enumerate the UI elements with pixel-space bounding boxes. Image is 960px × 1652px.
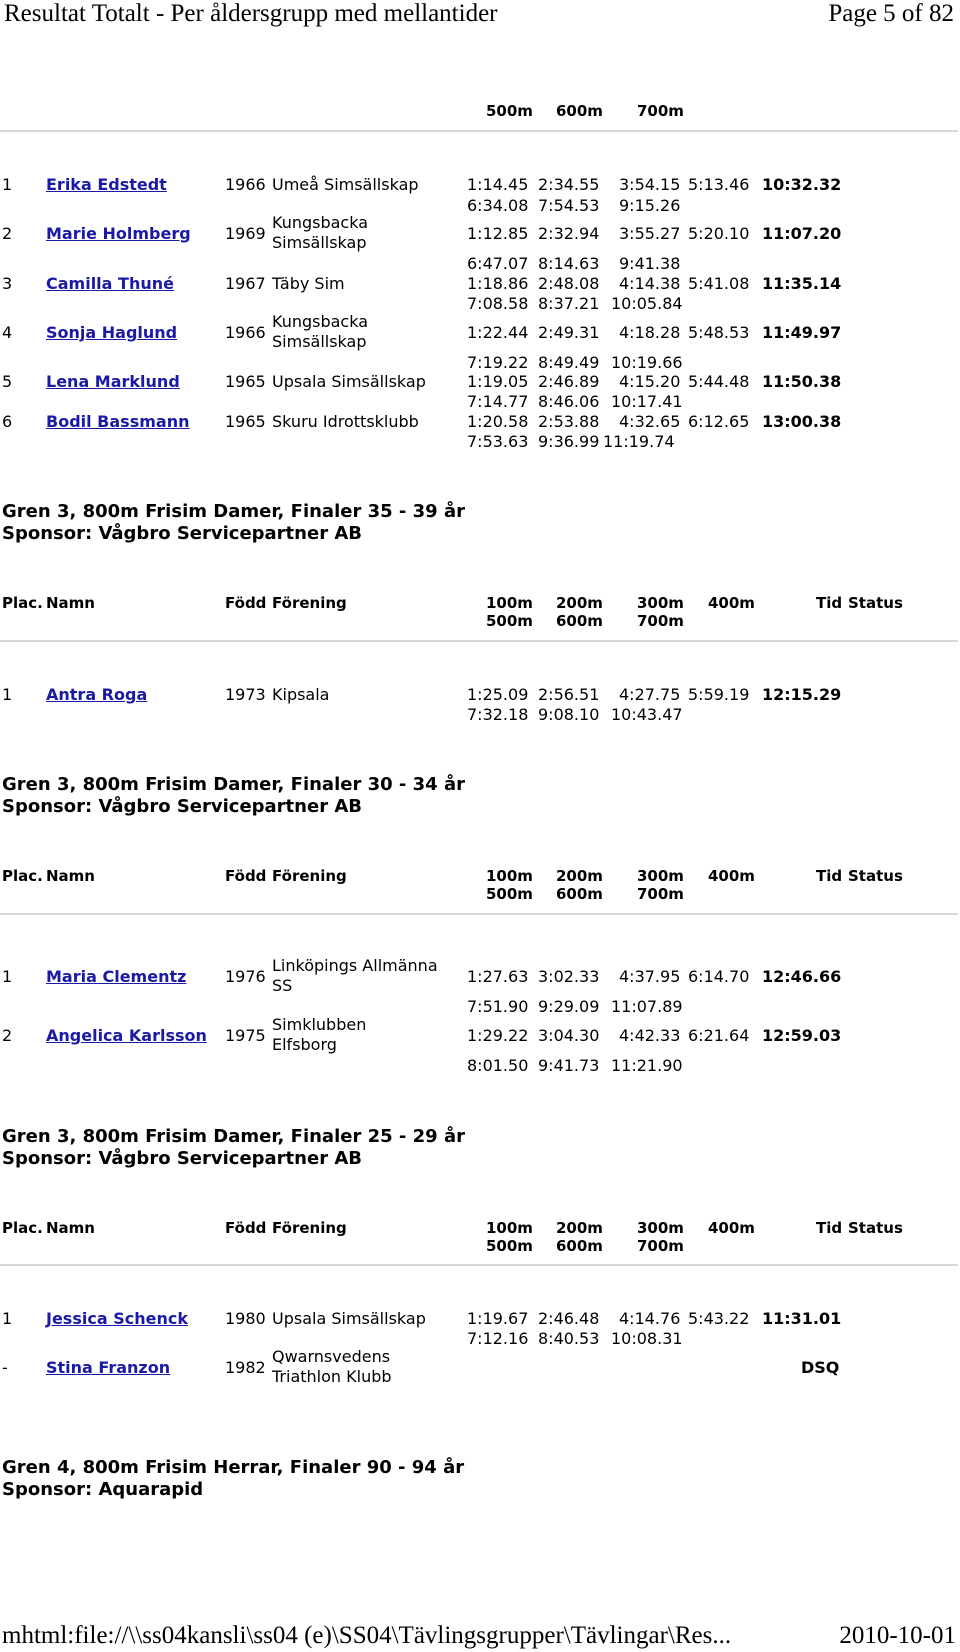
split-100m: 1:19.67 (467, 1309, 529, 1328)
swimmer-link[interactable]: Stina Franzon (46, 1358, 171, 1377)
place: 1 (2, 175, 13, 194)
split-600m: 9:08.10 (538, 705, 600, 724)
event-sponsor: Sponsor: Vågbro Servicepartner AB (2, 796, 362, 817)
split-300m: 4:14.38 (619, 274, 681, 293)
club: Täby Sim (272, 274, 345, 293)
swimmer-link[interactable]: Lena Marklund (46, 372, 180, 391)
place: 5 (2, 372, 13, 391)
event-title: Gren 4, 800m Frisim Herrar, Finaler 90 - 94 år (2, 1457, 465, 1478)
swimmer-link[interactable]: Camilla Thuné (46, 274, 174, 293)
col-500m: 500m (486, 1237, 533, 1255)
split-200m: 3:04.30 (538, 1026, 600, 1045)
birth-year: 1967 (225, 274, 266, 293)
place: 1 (2, 1309, 13, 1328)
split-600m: 8:14.63 (538, 254, 600, 273)
col-status: Status (848, 1219, 903, 1237)
total-time: 11:50.38 (762, 372, 842, 391)
col-plac: Plac. (2, 594, 43, 612)
col-600m: 600m (556, 612, 603, 630)
col-tid: Tid (816, 1219, 843, 1237)
split-400m: 6:21.64 (688, 1026, 750, 1045)
col-400m: 400m (708, 594, 755, 612)
split-300m: 4:42.33 (619, 1026, 681, 1045)
split-700m: 10:05.84 (611, 294, 683, 313)
print-date: 2010-10-01 (839, 1622, 956, 1649)
birth-year: 1973 (225, 685, 266, 704)
col-600m: 600m (556, 1237, 603, 1255)
col-namn: Namn (46, 594, 95, 612)
club: Skuru Idrottsklubb (272, 412, 419, 431)
total-time: 11:07.20 (762, 224, 842, 243)
club: Kungsbacka Simsällskap (272, 312, 369, 351)
col-500m: 500m (486, 102, 533, 120)
col-100m: 100m (486, 594, 533, 612)
header-divider (0, 1264, 958, 1266)
birth-year: 1969 (225, 224, 266, 243)
col-namn: Namn (46, 1219, 95, 1237)
birth-year: 1982 (225, 1358, 266, 1377)
split-100m: 1:12.85 (467, 224, 529, 243)
source-url: mhtml:file://\\ss04kansli\ss04 (e)\SS04\Tävlingsgrupper\Tävlingar\Res... (2, 1622, 732, 1649)
split-700m: 10:19.66 (611, 353, 683, 372)
split-400m: 5:41.08 (688, 274, 750, 293)
col-namn: Namn (46, 867, 95, 885)
header-divider (0, 640, 958, 642)
split-200m: 2:46.48 (538, 1309, 600, 1328)
split-500m: 7:19.22 (467, 353, 529, 372)
birth-year: 1966 (225, 175, 266, 194)
event-title: Gren 3, 800m Frisim Damer, Finaler 35 - 39 år (2, 501, 465, 522)
swimmer-link[interactable]: Erika Edstedt (46, 175, 167, 194)
split-400m: 5:48.53 (688, 323, 750, 342)
col-500m: 500m (486, 612, 533, 630)
split-300m: 3:54.15 (619, 175, 681, 194)
split-600m: 8:40.53 (538, 1329, 600, 1348)
split-400m: 6:12.65 (688, 412, 750, 431)
split-500m: 6:34.08 (467, 196, 529, 215)
total-time: 11:49.97 (762, 323, 842, 342)
swimmer-link[interactable]: Jessica Schenck (46, 1309, 188, 1328)
split-500m: 7:08.58 (467, 294, 529, 313)
club: Qwarnsvedens Triathlon Klubb (272, 1347, 392, 1386)
split-600m: 8:49.49 (538, 353, 600, 372)
col-200m: 200m (556, 594, 603, 612)
place: 3 (2, 274, 13, 293)
col-600m: 600m (556, 885, 603, 903)
split-700m: 10:08.31 (611, 1329, 683, 1348)
header-divider (0, 130, 958, 132)
swimmer-link[interactable]: Angelica Karlsson (46, 1026, 207, 1045)
club: Simklubben Elfsborg (272, 1015, 367, 1054)
split-700m: 10:43.47 (611, 705, 683, 724)
split-600m: 9:29.09 (538, 997, 600, 1016)
split-700m: 11:21.90 (611, 1056, 683, 1075)
col-forening: Förening (272, 867, 347, 885)
split-200m: 2:53.88 (538, 412, 600, 431)
split-500m: 7:32.18 (467, 705, 529, 724)
col-plac: Plac. (2, 867, 43, 885)
total-time: 12:46.66 (762, 967, 842, 986)
total-time: 13:00.38 (762, 412, 842, 431)
split-100m: 1:18.86 (467, 274, 529, 293)
split-300m: 4:27.75 (619, 685, 681, 704)
col-400m: 400m (708, 867, 755, 885)
split-500m: 7:53.63 (467, 432, 529, 451)
split-600m: 9:36.99 (538, 432, 600, 451)
col-400m: 400m (708, 1219, 755, 1237)
birth-year: 1980 (225, 1309, 266, 1328)
split-600m: 8:37.21 (538, 294, 600, 313)
event-sponsor: Sponsor: Vågbro Servicepartner AB (2, 1148, 362, 1169)
split-100m: 1:20.58 (467, 412, 529, 431)
club: Upsala Simsällskap (272, 1309, 426, 1328)
total-time: 11:31.01 (762, 1309, 842, 1328)
split-700m: 11:07.89 (611, 997, 683, 1016)
status: DSQ (801, 1358, 840, 1377)
event-sponsor: Sponsor: Aquarapid (2, 1479, 204, 1500)
col-100m: 100m (486, 1219, 533, 1237)
col-status: Status (848, 594, 903, 612)
col-700m: 700m (637, 102, 684, 120)
col-500m: 500m (486, 885, 533, 903)
split-500m: 8:01.50 (467, 1056, 529, 1075)
col-fodd: Född (225, 867, 267, 885)
col-plac: Plac. (2, 1219, 43, 1237)
place: 2 (2, 1026, 13, 1045)
place: 2 (2, 224, 13, 243)
event-sponsor: Sponsor: Vågbro Servicepartner AB (2, 523, 362, 544)
place: 1 (2, 685, 13, 704)
col-tid: Tid (816, 867, 843, 885)
split-600m: 7:54.53 (538, 196, 600, 215)
split-200m: 3:02.33 (538, 967, 600, 986)
split-100m: 1:14.45 (467, 175, 529, 194)
birth-year: 1966 (225, 323, 266, 342)
split-200m: 2:56.51 (538, 685, 600, 704)
col-300m: 300m (637, 1219, 684, 1237)
split-500m: 7:51.90 (467, 997, 529, 1016)
total-time: 11:35.14 (762, 274, 842, 293)
split-100m: 1:22.44 (467, 323, 529, 342)
col-forening: Förening (272, 594, 347, 612)
split-700m: 11:19.74 (603, 432, 675, 451)
col-200m: 200m (556, 1219, 603, 1237)
document-title: Resultat Totalt - Per åldersgrupp med mellantider (4, 0, 498, 27)
split-300m: 4:18.28 (619, 323, 681, 342)
split-400m: 5:43.22 (688, 1309, 750, 1328)
birth-year: 1975 (225, 1026, 266, 1045)
col-700m: 700m (637, 612, 684, 630)
split-100m: 1:29.22 (467, 1026, 529, 1045)
col-300m: 300m (637, 867, 684, 885)
split-700m: 10:17.41 (611, 392, 683, 411)
club: Kipsala (272, 685, 330, 704)
split-400m: 5:59.19 (688, 685, 750, 704)
split-500m: 7:12.16 (467, 1329, 529, 1348)
col-300m: 300m (637, 594, 684, 612)
split-400m: 6:14.70 (688, 967, 750, 986)
split-300m: 4:32.65 (619, 412, 681, 431)
print-footer (0, 1622, 960, 1650)
place: 4 (2, 323, 13, 342)
split-100m: 1:19.05 (467, 372, 529, 391)
swimmer-link[interactable]: Maria Clementz (46, 967, 187, 986)
col-700m: 700m (637, 885, 684, 903)
place: - (2, 1358, 8, 1377)
swimmer-link[interactable]: Antra Roga (46, 685, 148, 704)
page-number: Page 5 of 82 (828, 0, 954, 27)
split-400m: 5:13.46 (688, 175, 750, 194)
split-400m: 5:20.10 (688, 224, 750, 243)
split-600m: 9:41.73 (538, 1056, 600, 1075)
header-divider (0, 913, 958, 915)
swimmer-link[interactable]: Marie Holmberg (46, 224, 191, 243)
event-title: Gren 3, 800m Frisim Damer, Finaler 30 - 34 år (2, 774, 465, 795)
col-200m: 200m (556, 867, 603, 885)
split-200m: 2:32.94 (538, 224, 600, 243)
split-500m: 6:47.07 (467, 254, 529, 273)
split-200m: 2:46.89 (538, 372, 600, 391)
split-300m: 4:37.95 (619, 967, 681, 986)
print-header (0, 0, 960, 28)
split-500m: 7:14.77 (467, 392, 529, 411)
split-700m: 9:15.26 (619, 196, 681, 215)
total-time: 12:59.03 (762, 1026, 842, 1045)
split-400m: 5:44.48 (688, 372, 750, 391)
split-100m: 1:27.63 (467, 967, 529, 986)
split-100m: 1:25.09 (467, 685, 529, 704)
club: Kungsbacka Simsällskap (272, 213, 369, 252)
club: Upsala Simsällskap (272, 372, 426, 391)
split-300m: 4:15.20 (619, 372, 681, 391)
total-time: 10:32.32 (762, 175, 842, 194)
total-time: 12:15.29 (762, 685, 842, 704)
swimmer-link[interactable]: Sonja Haglund (46, 323, 178, 342)
col-status: Status (848, 867, 903, 885)
event-title: Gren 3, 800m Frisim Damer, Finaler 25 - 29 år (2, 1126, 465, 1147)
birth-year: 1965 (225, 372, 266, 391)
place: 6 (2, 412, 13, 431)
col-600m: 600m (556, 102, 603, 120)
split-200m: 2:34.55 (538, 175, 600, 194)
col-forening: Förening (272, 1219, 347, 1237)
col-tid: Tid (816, 594, 843, 612)
col-100m: 100m (486, 867, 533, 885)
split-700m: 9:41.38 (619, 254, 681, 273)
place: 1 (2, 967, 13, 986)
col-700m: 700m (637, 1237, 684, 1255)
swimmer-link[interactable]: Bodil Bassmann (46, 412, 190, 431)
split-200m: 2:48.08 (538, 274, 600, 293)
col-fodd: Född (225, 1219, 267, 1237)
split-200m: 2:49.31 (538, 323, 600, 342)
col-fodd: Född (225, 594, 267, 612)
split-300m: 4:14.76 (619, 1309, 681, 1328)
split-300m: 3:55.27 (619, 224, 681, 243)
club: Umeå Simsällskap (272, 175, 419, 194)
split-600m: 8:46.06 (538, 392, 600, 411)
club: Linköpings Allmänna SS (272, 956, 438, 995)
birth-year: 1965 (225, 412, 266, 431)
birth-year: 1976 (225, 967, 266, 986)
